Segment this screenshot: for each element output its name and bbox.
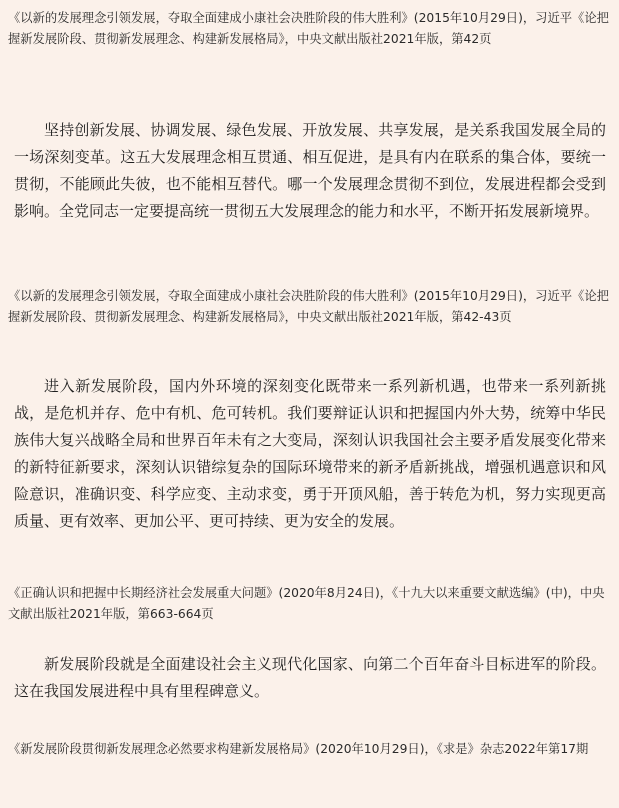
source-citation-2: 《以新的发展理念引领发展，夺取全面建成小康社会决胜阶段的伟大胜利》(2015年10月29日)，习近平《论把握新发展阶段、贯彻新发展理念、构建新发展格局》，中央文献出版社2021年版，第42-43页 [8, 289, 609, 324]
quote-paragraph-1: 坚持创新发展、协调发展、绿色发展、开放发展、共享发展，是关系我国发展全局的一场深刻变革。这五大发展理念相互贯通、相互促进，是具有内在联系的集合体，要统一贯彻，不能顾此失彼，也不能相互替代。哪一个发展理念贯彻不到位，发展进程都会受到影响。全党同志一定要提高统一贯彻五大发展理念的能力和水平，不断开拓发展新境界。 [14, 121, 606, 220]
source-citation-4: 《新发展阶段贯彻新发展理念必然要求构建新发展格局》(2020年10月29日)，《求是》杂志2022年第17期 [8, 742, 589, 756]
source-citation-3: 《正确认识和把握中长期经济社会发展重大问题》(2020年8月24日)，《十九大以来重要文献选编》(中)，中央文献出版社2021年版，第663-664页 [8, 586, 605, 621]
quote-paragraph-3: 新发展阶段就是全面建设社会主义现代化国家、向第二个百年奋斗目标进军的阶段。这在我国发展进程中具有里程碑意义。 [14, 655, 606, 700]
source-citation-1: 《以新的发展理念引领发展，夺取全面建成小康社会决胜阶段的伟大胜利》(2015年10月29日)，习近平《论把握新发展阶段、贯彻新发展理念、构建新发展格局》，中央文献出版社2021年版，第42页 [8, 11, 609, 46]
quote-paragraph-2: 进入新发展阶段，国内外环境的深刻变化既带来一系列新机遇，也带来一系列新挑战，是危机并存、危中有机、危可转机。我们要辩证认识和把握国内外大势，统筹中华民族伟大复兴战略全局和世界百年未有之大变局，深刻认识我国社会主要矛盾发展变化带来的新特征新要求，深刻认识错综复杂的国际环境带来的新矛盾新挑战，增强机遇意识和风险意识，准确识变、科学应变、主动求变，勇于开顶风船，善于转危为机，努力实现更高质量、更有效率、更加公平、更可持续、更为安全的发展。 [14, 377, 606, 530]
